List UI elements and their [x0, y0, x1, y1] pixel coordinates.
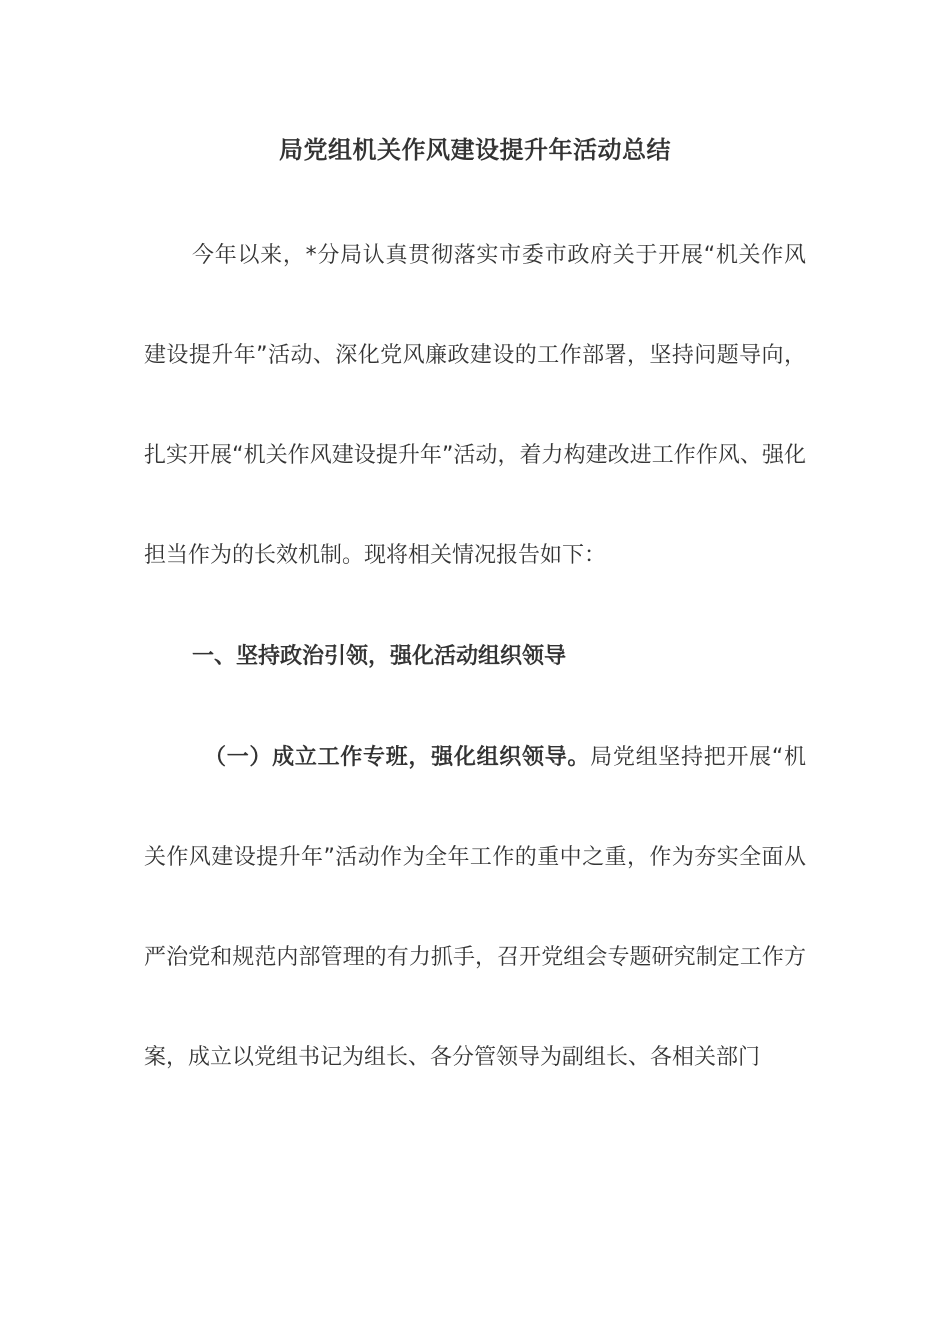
- subsection-body: 局党组坚持把开展“机关作风建设提升年”活动作为全年工作的重中之重，作为夯实全面从严治党和规范内部管理的有力抓手，召开党组会专题研究制定工作方案，成立以党组书记为组长、各分管领导为副组长、各相关部门: [144, 745, 806, 1070]
- document-title: 局党组机关作风建设提升年活动总结: [279, 136, 671, 164]
- subsection-lead: （一）成立工作专班，强化组织领导。: [204, 745, 591, 770]
- section-heading: 一、坚持政治引领，强化活动组织领导: [192, 644, 567, 669]
- subsection-paragraph: [144, 708, 806, 1108]
- intro-paragraph: 今年以来，*分局认真贯彻落实市委市政府关于开展“机关作风建设提升年”活动、深化党风廉政建设的工作部署，坚持问题导向，扎实开展“机关作风建设提升年”活动，着力构建改进工作作风、强化担当作为的长效机制。现将相关情况报告如下：: [144, 243, 806, 568]
